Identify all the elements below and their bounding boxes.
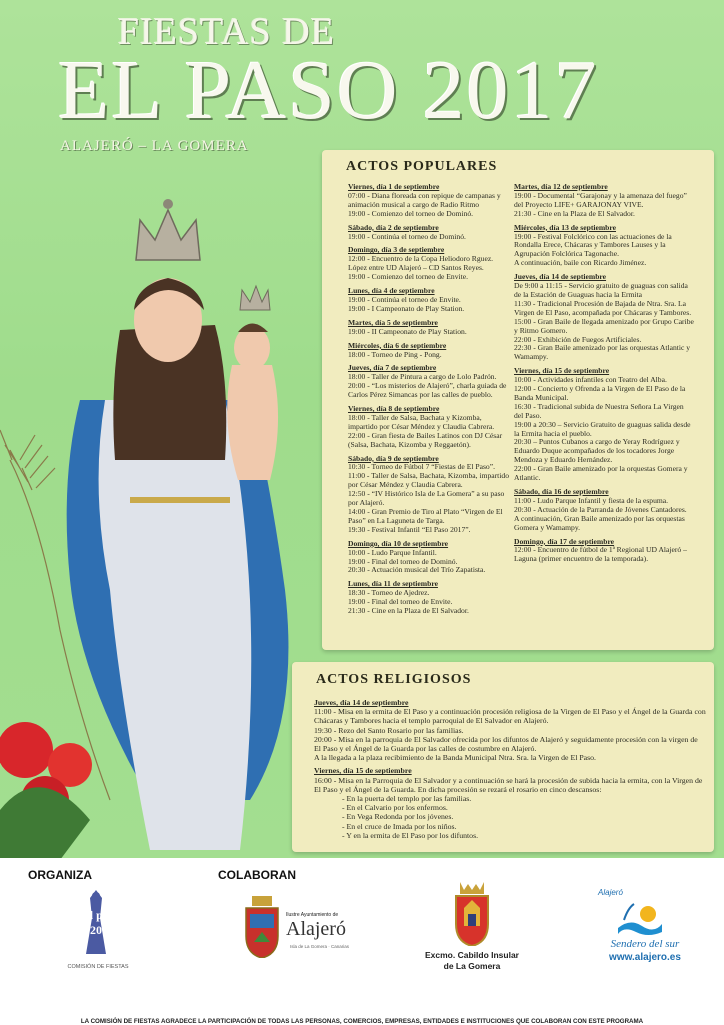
event-text: De 9:00 a 11:15 - Servicio gratuito de guaguas con salida de la Estación de Guaguas hacia la Ermita bbox=[514, 281, 688, 299]
populares-column-2 bbox=[514, 183, 694, 564]
day-title: Lunes, día 11 de septiembre bbox=[348, 579, 438, 589]
event-text: 18:00 - Taller de Salsa, Bachata y Kizomba, impartido por César Méndez y Claudia Cabrera. bbox=[348, 412, 495, 431]
event-text: 19:00 - Comienzo del torneo de Dominó. bbox=[348, 208, 474, 218]
day-title: Martes, día 12 de septiembre bbox=[514, 182, 608, 191]
event-text: 15:00 - Gran Baile de llegada amenizado por Grupo Caribe y Ritmo Gomero. bbox=[514, 316, 694, 335]
day-title: Viernes, día 8 de septiembre bbox=[348, 404, 440, 414]
event-text: 18:30 - Torneo de Ajedrez. bbox=[348, 588, 430, 598]
ayuntamiento-small-text: Ilustre Ayuntamiento de bbox=[286, 912, 339, 918]
day-title: Miércoles, día 6 de septiembre bbox=[348, 340, 447, 350]
day-title: Sábado, día 2 de septiembre bbox=[348, 222, 439, 232]
comision-caption: COMISIÓN DE FIESTAS bbox=[67, 964, 129, 970]
program-day bbox=[348, 580, 512, 616]
event-text: 19:00 - I Campeonato de Play Station. bbox=[348, 303, 465, 313]
footer bbox=[0, 858, 724, 1024]
organiza-label: ORGANIZA bbox=[28, 868, 92, 882]
day-title: Lunes, día 4 de septiembre bbox=[348, 286, 435, 296]
actos-religiosos-heading: ACTOS RELIGIOSOS bbox=[316, 672, 472, 687]
religiosos-day-1 bbox=[314, 698, 706, 762]
event-text: 21:30 - Cine en la Plaza de El Salvador. bbox=[514, 208, 635, 218]
event-text: 11:00 - Taller de Salsa, Bachata, Kizomba, impartido por César Méndez y Claudia Cabrera. bbox=[348, 471, 509, 490]
program-day bbox=[348, 287, 512, 314]
event-text: 22:00 - Gran fiesta de Bailes Latinos con DJ César (Salsa, Bachata, Kizomba y Reggaetón). bbox=[348, 430, 503, 449]
event-text: 19:00 - Festival Folclórico con las actuaciones de la Rondalla Erece, Chácaras y Tambores Lauses y la Agrupación Folclórica Tagonache. bbox=[514, 231, 672, 259]
event-text: 10:00 - Ludo Parque Infantil. bbox=[348, 547, 437, 557]
event-text: 22:30 - Gran Baile amenizado por las orquestas Atlantic y Wamampy. bbox=[514, 343, 691, 362]
program-day bbox=[348, 224, 512, 242]
event-text: 12:50 - “IV Histórico Isla de La Gomera” a su paso por Alajeró. bbox=[348, 489, 505, 508]
event-text: 19:00 - Final del torneo de Dominó. bbox=[348, 556, 458, 566]
day-title: Viernes, día 15 de septiembre bbox=[314, 766, 412, 776]
program-day bbox=[348, 342, 512, 360]
day-events bbox=[314, 707, 706, 762]
event-text: 11:30 - Tradicional Procesión de Bajada de Ntra. Sra. La Virgen de El Paso, acompañada por Chácaras y Tambores. bbox=[514, 298, 692, 317]
procession-stops-list bbox=[314, 794, 706, 840]
day-title: Domingo, día 3 de septiembre bbox=[348, 245, 445, 255]
event-text: 11:00 - Ludo Parque Infantil y fiesta de la espuma. bbox=[514, 495, 669, 505]
populares-column-1 bbox=[348, 183, 512, 616]
event-text: 10:30 - Torneo de Fútbol 7 “Fiestas de El Paso”. bbox=[348, 462, 495, 472]
event-text: 16:30 - Tradicional subida de Nuestra Señora La Virgen del Paso. bbox=[514, 401, 684, 420]
day-title: Miércoles, día 13 de septiembre bbox=[514, 222, 617, 232]
event-text: 19:00 - Continúa el torneo de Envite. bbox=[348, 294, 461, 304]
event-text: 20:30 - Actuación musical del Trío Zapatista. bbox=[348, 565, 486, 575]
event-text: A continuación, baile con Ricardo Jiménez. bbox=[514, 258, 647, 268]
event-text: 19:30 - Rezo del Santo Rosario por las familias. bbox=[314, 725, 464, 735]
program-day bbox=[514, 538, 694, 565]
day-title: Jueves, día 14 de septiembre bbox=[314, 698, 409, 707]
alajero-shield-icon bbox=[244, 896, 280, 958]
event-text: A la llegada a la plaza recibimiento de la Banda Municipal Ntra. Sra. la Virgen de El Paso. bbox=[314, 753, 597, 763]
event-text: 19:00 - Documental “Garajonay y la amenaza del fuego” del Proyecto LIFE+ GARAJONAY VIVE. bbox=[514, 190, 687, 209]
day-title: Viernes, día 1 de septiembre bbox=[348, 182, 440, 191]
event-text: 22:00 - Exhibición de Fuegos Artificiales. bbox=[514, 334, 642, 344]
virgin-statue-illustration bbox=[0, 160, 330, 858]
title-line-2: EL PASO 2017 bbox=[58, 44, 599, 137]
actos-populares-heading: ACTOS POPULARES bbox=[346, 159, 498, 174]
event-text: 21:30 - Cine en la Plaza de El Salvador. bbox=[348, 606, 469, 616]
ayuntamiento-subtext: Isla de La Gomera · Canarias bbox=[290, 944, 350, 949]
cabildo-coat-of-arms-icon bbox=[452, 880, 492, 946]
event-text: 12:00 - Encuentro de la Copa Heliodoro Rguez. López entre UD Alajeró – CD Santos Reyes. bbox=[348, 254, 494, 273]
religiosos-day-2 bbox=[314, 766, 706, 840]
program-day bbox=[348, 183, 512, 219]
title-line-1: FIESTAS DE bbox=[118, 11, 336, 53]
event-text: - En el Calvario por los enfermos. bbox=[342, 803, 448, 813]
event-text: 22:00 - Gran Baile amenizado por la orquestas Gomera y Atlantic. bbox=[514, 464, 688, 483]
event-text: 12:00 - Encuentro de fútbol de 1ª Regional UD Alajeró – Laguna (primer encuentro de la temporada). bbox=[514, 545, 687, 564]
event-text: 19:30 - Festival Infantil “El Paso 2017”. bbox=[348, 524, 471, 534]
event-text: 18:00 - Taller de Pintura a cargo de Lolo Padrón. bbox=[348, 372, 497, 382]
event-text: 20:30 – Puntos Cubanos a cargo de Yeray Rodríguez y Eduardo Duque acompañados de los tocadores Jorge Mendoza y Eduardo Hernández. bbox=[514, 437, 680, 465]
sendero-top-text: Alajeró bbox=[598, 888, 623, 897]
event-text: 07:00 - Diana floreada con repique de campanas y animación musical a cargo de Radio Ritmo bbox=[348, 190, 501, 209]
event-text: 20:00 - Misa en la parroquia de El Salvador ofrecida por los difuntos de Alajeró y seguidamente procesión con la virgen de El Paso y el Ángel de la Guarda por las calles de costumbre en Alajeró. bbox=[314, 734, 698, 754]
colaboran-label: COLABORAN bbox=[218, 868, 296, 882]
event-text: - Y en la ermita de El Paso por los difuntos. bbox=[342, 830, 479, 840]
program-day bbox=[348, 364, 512, 400]
sendero-sun-wave-icon bbox=[618, 902, 662, 938]
program-day bbox=[514, 367, 694, 483]
event-text: 19:00 - Final del torneo de Envite. bbox=[348, 597, 453, 607]
subtitle-location: ALAJERÓ – LA GOMERA bbox=[60, 138, 249, 154]
crown-icon bbox=[136, 199, 200, 260]
day-title: Jueves, día 7 de septiembre bbox=[348, 363, 437, 373]
day-title: Sábado, día 16 de septiembre bbox=[514, 487, 609, 496]
event-text: A continuación, Gran Baile amenizado por las orquestas Gomera y Wamampy. bbox=[514, 513, 685, 532]
day-title: Martes, día 5 de septiembre bbox=[348, 317, 438, 327]
event-text: 19:00 a 20:30 – Servicio Gratuito de guaguas salida desde la Ermita hacia el pueblo. bbox=[514, 419, 691, 438]
day-title: Domingo, día 10 de septiembre bbox=[348, 538, 449, 548]
event-text: 14:00 - Gran Premio de Tiro al Plato “Virgen de El Paso” en La Laguneta de Targa. bbox=[348, 507, 503, 525]
event-text: - En la puerta del templo por las familias. bbox=[342, 794, 472, 804]
ayuntamiento-name: Alajeró bbox=[286, 918, 346, 940]
thanks-message: LA COMISIÓN DE FIESTAS AGRADECE LA PARTICIPACIÓN DE TODAS LAS PERSONAS, COMERCIOS, EMPRESAS, ENTIDADES E INSTITUCIONES QUE COLABORAN CON ESTE PROGRAMA bbox=[80, 1018, 644, 1025]
event-text: 18:00 - Torneo de Ping - Pong. bbox=[348, 349, 442, 359]
program-day bbox=[348, 455, 512, 535]
red-flowers-decoration bbox=[0, 722, 92, 858]
event-text: - En el cruce de Imada por los niños. bbox=[342, 821, 457, 831]
day-title: Jueves, día 14 de septiembre bbox=[514, 272, 607, 282]
sendero-name: Sendero del sur bbox=[610, 938, 680, 950]
day-title: Domingo, día 17 de septiembre bbox=[514, 536, 615, 546]
cabildo-name-line-1: Excmo. Cabildo Insular bbox=[425, 950, 519, 960]
cabildo-name-line-2: de La Gomera bbox=[443, 961, 501, 971]
event-text: 10:00 - Actividades infantiles con Teatro del Alba. bbox=[514, 375, 667, 385]
event-text: 19:00 - Comienzo del torneo de Envite. bbox=[348, 272, 468, 282]
program-day bbox=[348, 540, 512, 576]
day-title: Sábado, día 9 de septiembre bbox=[348, 453, 439, 463]
sendero-url-link[interactable]: www.alajero.es bbox=[609, 952, 681, 963]
event-text: 16:00 - Misa en la Parroquia de El Salvador y a continuación se hará la procesión de subida hacia la ermita, con la Virgen de El Paso y el Ángel de la Guarda. En dicha procesión se rezará el rosario en cinco descansos: bbox=[314, 775, 703, 794]
event-text: 20:30 - Actuación de la Parranda de Jóvenes Cantadores. bbox=[514, 504, 687, 514]
program-day bbox=[348, 405, 512, 450]
program-day bbox=[514, 224, 694, 269]
program-day bbox=[514, 183, 694, 219]
day-title: Viernes, día 15 de septiembre bbox=[514, 366, 610, 376]
program-day bbox=[514, 273, 694, 362]
event-text: 19:00 - II Campeonato de Play Station. bbox=[348, 326, 467, 336]
program-day bbox=[348, 319, 512, 337]
event-text: 20:00 - “Los misterios de Alajeró”, charla guiada de Carlos Pérez Simancas por las calles de pueblo. bbox=[348, 381, 507, 400]
event-text: 19:00 - Continúa el torneo de Dominó. bbox=[348, 231, 466, 241]
religiosos-content bbox=[314, 694, 706, 840]
event-text: 11:00 - Misa en la ermita de El Paso y a continuación procesión religiosa de la Virgen de El Paso y el Ángel de la Guarda con Chácaras y Tambores hacia el templo parroquial de El Salvador en Alajeró. bbox=[314, 707, 706, 726]
event-text: 12:00 - Concierto y Ofrenda a la Virgen de El Paso de la Banda Municipal. bbox=[514, 384, 686, 402]
program-day bbox=[514, 488, 694, 533]
program-day bbox=[348, 246, 512, 282]
event-text: - En Vega Redonda por los jóvenes. bbox=[342, 812, 454, 822]
comision-logo-text: el paso 2017 bbox=[84, 908, 120, 937]
